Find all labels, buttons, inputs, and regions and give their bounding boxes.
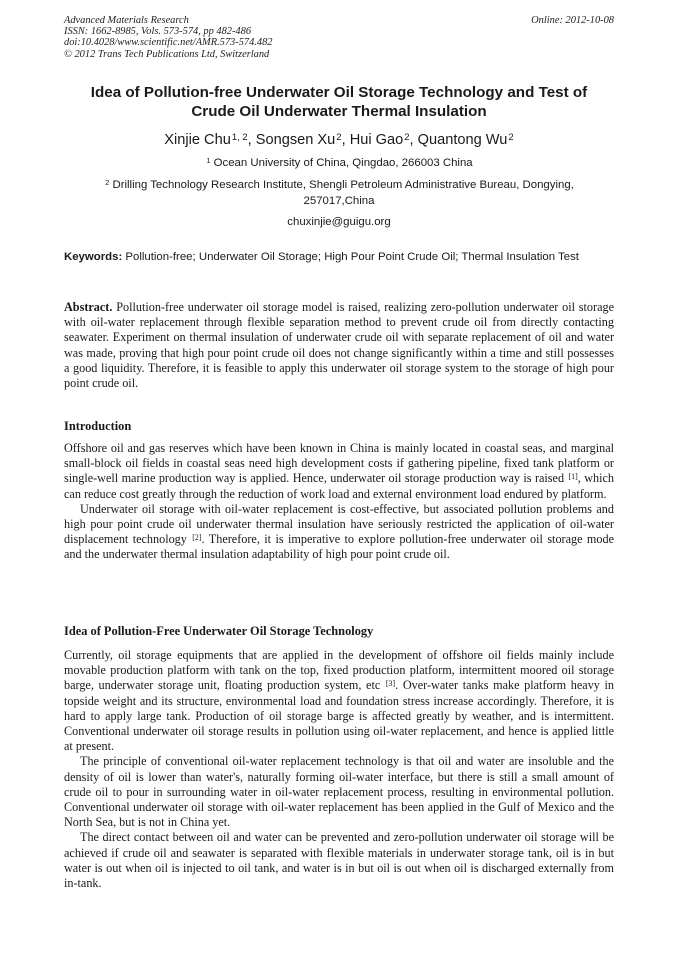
section2-paragraph-2: The principle of conventional oil-water replacement technology is that oil and water are insoluble and the density of oil is lower than water's, naturally forming oil-water interface, but there is still a small amount of crude oil to pour in surrounding water in oil-water replacement process, resulting in environmental pollution. Conventional underwater oil storage with oil-water replacement has been applied in the Gulf of Mexico and the North Sea, but is not in China yet.: [64, 754, 614, 830]
author-affiliation-mark: 2: [404, 132, 410, 143]
abstract: [64, 300, 614, 391]
intro-p2-text-a: Underwater oil storage with oil-water replacement is cost-effective, but associated pollution problems and high pour point crude oil underwater thermal insulation have seriously restricted the application of oil-water displacement technology: [64, 501, 614, 547]
paper-title: [64, 83, 614, 121]
section2-paragraph-1: [64, 648, 614, 754]
author-name: Hui Gao: [349, 132, 404, 148]
author-separator: ,: [341, 132, 350, 148]
issn-line: ISSN: 1662-8985, Vols. 573-574, pp 482-486: [64, 26, 252, 38]
online-date: Online: 2012-10-08: [531, 15, 614, 26]
author-name: Songsen Xu: [255, 132, 336, 148]
author-affiliation-mark: 2: [336, 132, 342, 143]
author-name: Xinjie Chu: [164, 132, 231, 148]
affiliation-2-line-1: Drilling Technology Research Institute, Shengli Petroleum Administrative Bureau, Dongying,: [112, 179, 574, 191]
section2-body: [64, 648, 614, 891]
title-line-2: Crude Oil Underwater Thermal Insulation: [191, 103, 487, 120]
affiliation-1-mark: 1: [206, 156, 211, 165]
affiliation-2-line-2: 257017,China: [303, 195, 375, 207]
affiliation-1-text: Ocean University of China, Qingdao, 266003 China: [213, 157, 473, 169]
section2-p1-text-b: . Over-water tanks make platform heavy in topside weight and its structure, environmental load and foundation stress increase accordingly. Therefore, it is hard to apply large tank. Production of oil storage barge is affected greatly by weather, and is intermittent. Conventional underwater oil storage results in pollution using oil-water replacement, and hence is applied little at present.: [64, 678, 615, 754]
author-separator: ,: [409, 132, 418, 148]
author-email[interactable]: chuxinjie@guigu.org: [287, 216, 391, 228]
intro-p1-text-b: , which can reduce cost greatly through the reduction of work load and external environment load endured by platform.: [64, 471, 615, 501]
citation-ref[interactable]: [2]: [192, 533, 202, 543]
author-affiliation-mark: 1, 2: [231, 132, 248, 143]
intro-paragraph-1: [64, 441, 614, 502]
intro-paragraph-2: [64, 502, 614, 563]
author-name: Quantong Wu: [417, 132, 508, 148]
abstract-label: Abstract.: [64, 300, 113, 314]
keywords-text: Pollution-free; Underwater Oil Storage; High Pour Point Crude Oil; Thermal Insulation Test: [125, 251, 579, 263]
copyright-line: © 2012 Trans Tech Publications Ltd, Switzerland: [64, 48, 270, 60]
section2-p1-text-a: Currently, oil storage equipments that are applied in the development of offshore oil fields mainly include movable production platform with tank on the top, fixed production platform, intermittent moored oil storage barge, underwater storage unit, floating production system, etc: [64, 648, 614, 693]
author-affiliation-mark: 2: [508, 132, 514, 143]
citation-ref[interactable]: [3]: [385, 679, 396, 689]
citation-ref[interactable]: [1]: [568, 472, 578, 482]
affiliation-2: [64, 177, 614, 209]
doi-line: doi:10.4028/www.scientific.net/AMR.573-574.482: [64, 37, 273, 49]
affiliation-2-mark: 2: [105, 178, 110, 187]
title-line-1: Idea of Pollution-free Underwater Oil Storage Technology and Test of: [90, 84, 588, 101]
keywords: [64, 250, 614, 265]
intro-p2-text-b: . Therefore, it is imperative to explore pollution-free underwater oil storage mode and the underwater thermal insulation adaptability of high pour point crude oil.: [64, 532, 614, 562]
author-list: [64, 130, 614, 150]
affiliation-1: [64, 155, 614, 171]
section-heading-idea: Idea of Pollution-Free Underwater Oil Storage Technology: [64, 624, 374, 638]
abstract-text: Pollution-free underwater oil storage model is raised, realizing zero-pollution underwater oil storage with oil-water replacement through flexible separation method to prevent crude oil from directly contacting seawater. Experiment on thermal insulation of underwater crude oil with separate replacement of oil and water was made, proving that high pour point crude oil does not change significantly within a time and still possesses a good liquidity. Therefore, it is feasible to apply this underwater oil storage system to the storage of high pour point crude oil.: [64, 300, 614, 391]
section-heading-introduction: Introduction: [64, 419, 132, 433]
section2-paragraph-3: The direct contact between oil and water can be prevented and zero-pollution underwater oil storage will be achieved if crude oil and seawater is separated with flexible materials in underwater storage tank, oil is in but water is out when oil is injected to oil tank, and water is in but oil is out when oil is discharged externally from in-tank.: [64, 830, 614, 891]
introduction-body: [64, 441, 614, 563]
keywords-label: Keywords:: [64, 251, 123, 263]
publication-header: [64, 15, 272, 60]
journal-name: Advanced Materials Research: [64, 15, 189, 26]
intro-p1-text-a: Offshore oil and gas reserves which have been known in China is mainly located in coastal seas, and marginal small-block oil fields in coastal seas need high development costs if gathering pipeline, fixed tank platform or single-well marine production way is applied. Hence, underwater oil storage production way is raised: [64, 441, 614, 486]
author-separator: ,: [247, 132, 256, 148]
